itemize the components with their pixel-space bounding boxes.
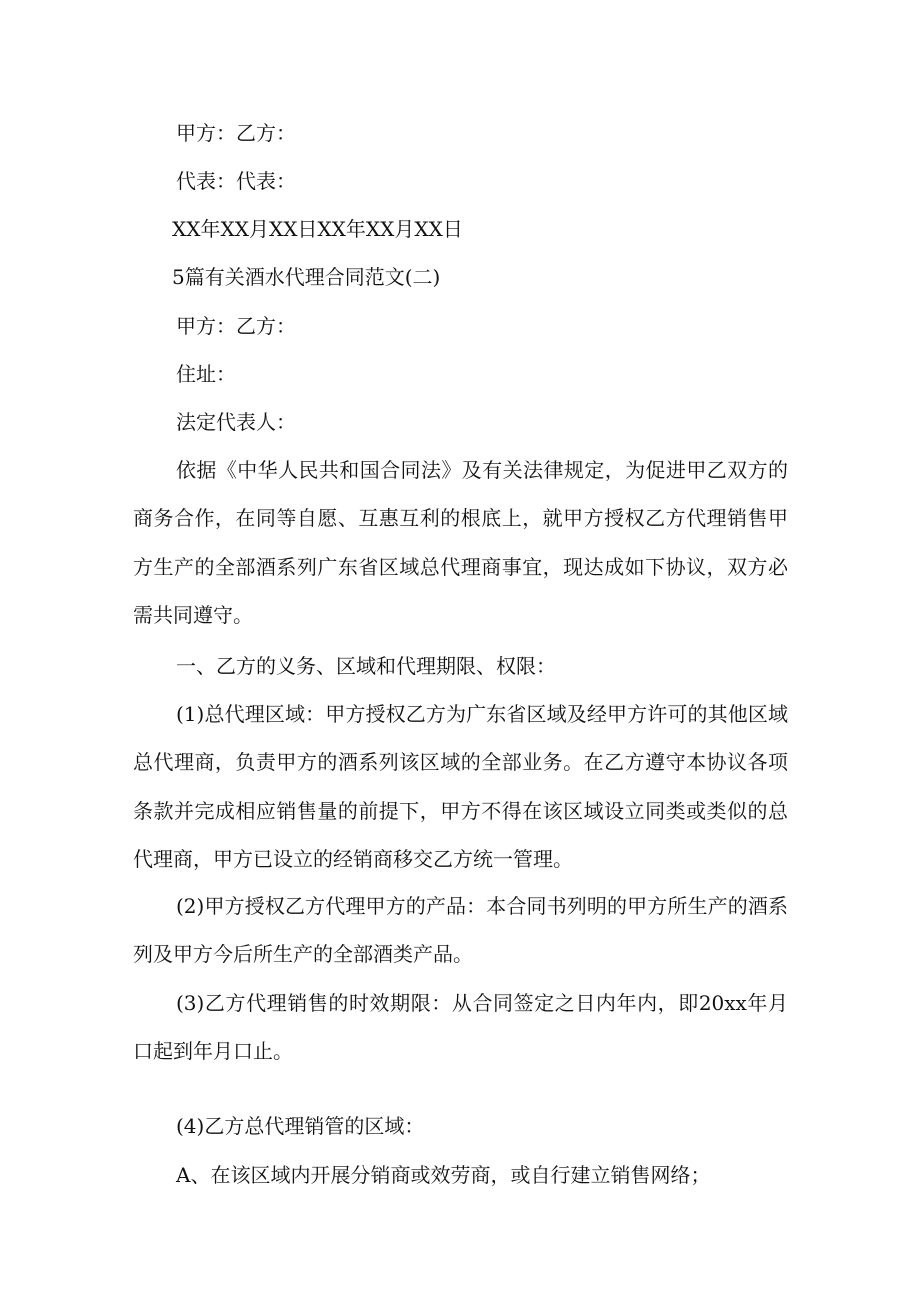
party-line-1: 甲方：乙方： <box>176 121 296 145</box>
date-line: XX年XX月XX日XX年XX月XX日 <box>172 217 463 241</box>
clause-1-item-4: (4)乙方总代理销管的区域： <box>176 1114 425 1138</box>
clause-1-item-1: (1)总代理区域：甲方授权乙方为广东省区域及经甲方许可的其他区域总代理商，负责甲方的酒系列该区域的全部业务。在乙方遵守本协议各项条款并完成相应销售量的前提下，甲方不得在该区域设立同类或类似的总代理商，甲方已设立的经销商移交乙方统一管理。 <box>133 702 788 871</box>
legal-representative-label: 法定代表人： <box>176 410 296 434</box>
party-line-2: 甲方：乙方： <box>176 314 296 338</box>
intro-paragraph: 依据《中华人民共和国合同法》及有关法律规定，为促进甲乙双方的商务合作，在同等自愿、互惠互利的根底上，就甲方授权乙方代理销售甲方生产的全部酒系列广东省区域总代理商事宜，现达成如下协议，双方必需共同遵守。 <box>133 458 788 627</box>
clause-1-heading: 一、乙方的义务、区域和代理期限、权限： <box>176 654 556 678</box>
representative-line: 代表：代表： <box>176 169 296 193</box>
clause-1-item-2: (2)甲方授权乙方代理甲方的产品：本合同书列明的甲方所生产的酒系列及甲方今后所生产的全部酒类产品。 <box>133 894 788 967</box>
address-label: 住址： <box>176 362 236 386</box>
clause-1-item-4-a: A、在该区域内开展分销商或效劳商，或自行建立销售网络； <box>176 1163 711 1187</box>
section-title: 5篇有关酒水代理合同范文(二) <box>172 265 441 289</box>
clause-1-item-3: (3)乙方代理销售的时效期限：从合同签定之日内年内，即20xx年月口起到年月口止。 <box>133 991 788 1064</box>
